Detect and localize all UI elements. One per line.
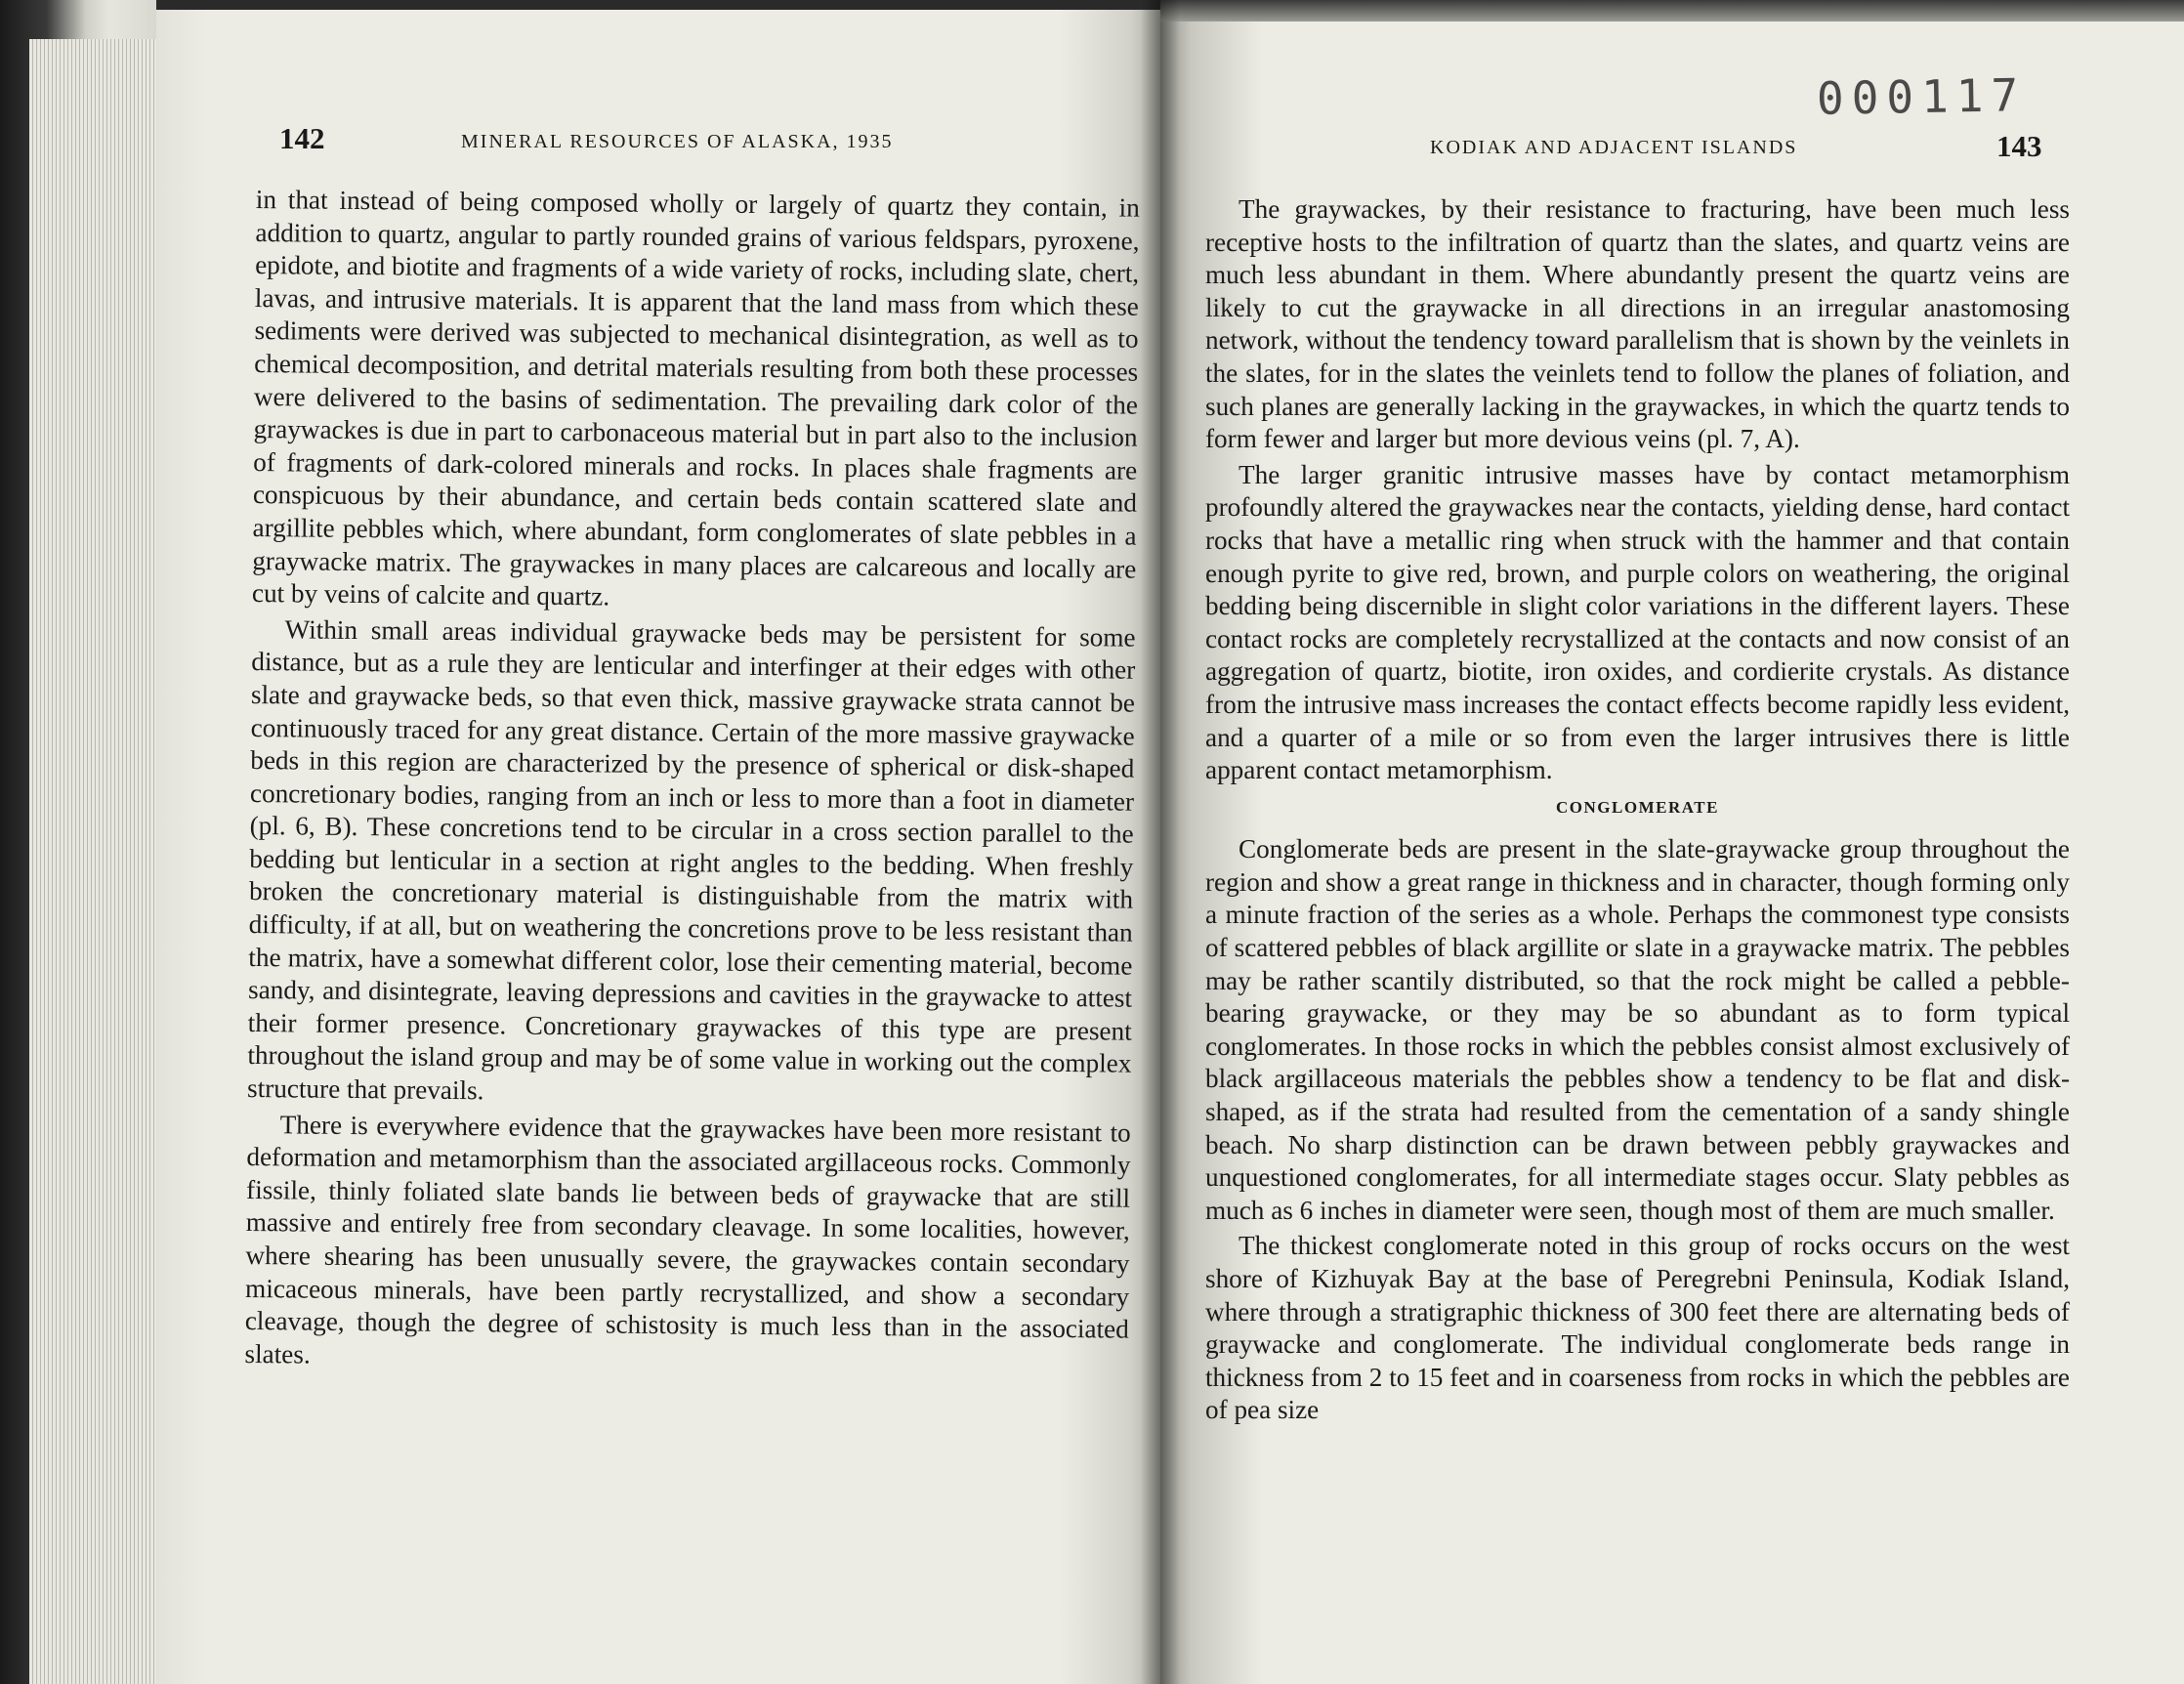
paragraph: The thickest conglomerate noted in this group of rocks occurs on the west shore of Kizhuyak Bay at the base of Peregrebni Peninsula, Kodiak Island, where through a stratigraphic thickness of 300 feet there are alternating beds of graywacke and conglomerate. The individual conglomerate beds range in thickness from 2 to 15 feet and in coarseness from rocks in which the pebbles are of pea size [1205, 1231, 2070, 1425]
paragraph: Within small areas individual graywacke beds may be persistent for some distance, but as a rule they are lenticular and interfinger at their edges with other slate and graywacke beds, so that even thick, massive graywacke strata cannot be continuously traced for any great distance. Certain of the more massive graywacke beds in this region are characterized by the presence of spherical or disk-shaped concretionary bodies, ranging from an inch or less to more than a foot in diameter (pl. 6, B). These concretions tend to be circular in a cross section parallel to the bedding but lenticular in a section at right angles to the bedding. When freshly broken the concretionary material is distinguishable from the matrix with difficulty, if at all, but on weathering the concretions prove to be less resistant than the matrix, have a somewhat different color, lose their cementing material, become sandy, and disintegrate, leaving depressions and cavities in the graywacke to attest their former presence. Concretionary graywackes of this type are present throughout the island group and may be of some value in working out the complex structure that prevails. [246, 614, 1136, 1106]
document-stamp: 000117 [1816, 68, 2027, 125]
paragraph: Conglomerate beds are present in the slate-graywacke group throughout the region and show a great range in thickness and in character, though forming only a minute fraction of the series as a whole. Perhaps the commonest type consists of scattered pebbles of black argillite or slate in a graywacke matrix. The pebbles may be rather scantily distributed, so that the rock might be called a pebble-bearing graywacke, or they may be so abundant as to form typical conglomerates. In those rocks in which the pebbles consist almost exclusively of black argillaceous materials the pebbles show a tendency to be flat and disk-shaped, as if the strata had resulted from the cementation of a sandy shingle beach. No sharp distinction can be drawn between pebbly graywackes and unquestioned conglomerates, for all intermediate stages occur. Slaty pebbles as much as 6 inches in diameter were seen, though most of them are much smaller. [1205, 834, 2070, 1225]
left-running-head: MINERAL RESOURCES OF ALASKA, 1935 [461, 131, 894, 152]
top-shadow [1160, 0, 2184, 21]
section-heading: CONGLOMERATE [1556, 797, 1719, 817]
right-page-number: 143 [1996, 129, 2042, 163]
paragraph: The graywackes, by their resistance to fracturing, have been much less receptive hosts to the infiltration of quartz than the slates, and quartz veins are much less abundant in them. Where abundantly present the quartz veins are likely to cut the graywacke in all directions in an irregular anastomosing network, without the tendency toward parallelism that is shown by the veinlets in the slates, for in the slates the veinlets tend to follow the planes of foliation, and such planes are generally lacking in the graywackes, in which the quartz tends to form fewer and larger but more devious veins (pl. 7, A). [1205, 194, 2070, 454]
left-page-number: 142 [279, 121, 325, 155]
left-page-body [244, 184, 1140, 1379]
page-stack [29, 39, 156, 1684]
paragraph: in that instead of being composed wholly or largely of quartz they contain, in addition to quartz, angular to partly rounded grains of various feldspars, pyroxene, epidote, and biotite and fragments of a wide variety of rocks, including slate, chert, lavas, and intrusive materials. It is apparent that the land mass from which these sediments were derived was subjected to mechanical disintegration, as well as to chemical decomposition, and detrital materials resulting from both these processes were delivered to the basins of sedimentation. The prevailing dark color of the graywackes is due in part to carbonaceous material but in part also to the inclusion of fragments of dark-colored minerals and rocks. In places shale fragments are conspicuous by their abundance, and certain beds contain scattered slate and argillite pebbles which, where abundant, form conglomerates of slate pebbles in a graywacke matrix. The graywackes in many places are calcareous and locally are cut by veins of calcite and quartz. [251, 184, 1140, 611]
paragraph: There is everywhere evidence that the graywackes have been more resistant to deformation and metamorphism than the associated argillaceous rocks. Commonly fissile, thinly foliated slate bands lie between beds of graywacke that are still massive and entirely free from secondary cleavage. In some localities, however, where shearing has been unusually severe, the graywackes contain secondary micaceous minerals, have been partly recrystallized, and show a secondary cleavage, though the degree of schistosity is much less than in the associated slates. [244, 1109, 1131, 1369]
paragraph: The larger granitic intrusive masses have by contact metamorphism profoundly altered the graywackes near the contacts, yielding dense, hard contact rocks that have a metallic ring when struck with the hammer and that contain enough pyrite to give red, brown, and purple colors on weathering, the original bedding being discernible in slight color variations in the different layers. These contact rocks are completely recrystallized at the contacts and now consist of an aggregation of quartz, biotite, iron oxides, and cordierite crystals. As distance from the intrusive mass increases the contact effects become rapidly less evident, and a quarter of a mile or so from even the larger intrusives there is little apparent contact metamorphism. [1205, 459, 2070, 785]
right-running-head: KODIAK AND ADJACENT ISLANDS [1430, 137, 1798, 158]
book-gutter [1141, 0, 1180, 1684]
right-page-body [1205, 193, 2070, 1427]
